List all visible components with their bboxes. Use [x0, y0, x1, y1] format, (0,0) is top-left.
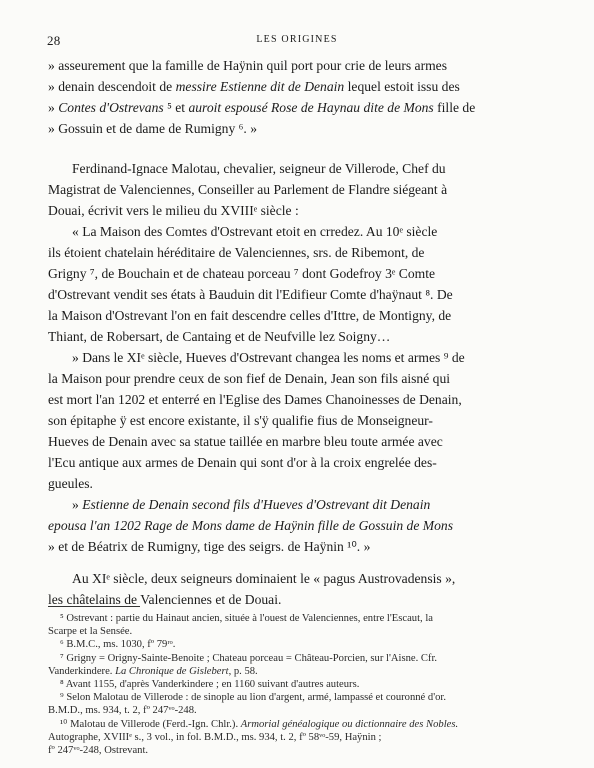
text-line: » Estienne de Denain second fils d'Hueves d'Ostrevant dit Denain — [72, 497, 431, 512]
text-line: Thiant, de Robersart, de Cantaing et de Neufville lez Soigny… — [48, 329, 391, 344]
text-line: gueules. — [48, 476, 93, 491]
quote-paragraph-1 — [48, 55, 550, 139]
text-line: » Contes d'Ostrevans ⁵ et auroit espousé Rose de Haynau dite de Mons fille de — [48, 100, 476, 115]
text-line: Hueves de Denain avec sa statue taillée en marbre bleu toute armée avec — [48, 434, 443, 449]
text-line: est mort l'an 1202 et enterré en l'Eglise des Dames Chanoinesses de Denain, — [48, 392, 462, 407]
text-line: » et de Béatrix de Rumigny, tige des seigrs. de Haÿnin ¹⁰. » — [48, 539, 371, 554]
text-line: la Maison d'Ostrevant l'on en fait descendre celles d'Ittre, de Montigny, de — [48, 308, 452, 323]
footnote-6: ⁶ B.M.C., ms. 1030, fº 79ʳᵒ. — [60, 639, 176, 651]
text-line: son épitaphe ÿ est encore existante, il s'ÿ qualifie fius de Monseigneur- — [48, 413, 433, 428]
text-line: d'Ostrevant vendit ses états à Bauduin dit l'Edifieur Comte d'haÿnaut ⁸. De — [48, 287, 453, 302]
text-line: ils étoient chatelain héréditaire de Valenciennes, srs. de Ribemont, de — [48, 245, 425, 260]
text-line: Grigny ⁷, de Bouchain et de chateau porceau ⁷ dont Godefroy 3ᵉ Comte — [48, 266, 436, 281]
text-line: Ferdinand-Ignace Malotau, chevalier, seigneur de Villerode, Chef du — [72, 161, 446, 176]
text-line: Douai, écrivit vers le milieu du XVIIIᵉ siècle : — [48, 203, 299, 218]
quote-paragraph-3 — [48, 347, 550, 494]
footnote-rule — [48, 606, 140, 607]
footnote-8: ⁸ Avant 1155, d'après Vanderkindere ; en 1160 suivant d'autres auteurs. — [60, 679, 360, 691]
text-line: » Dans le XIᵉ siècle, Hueves d'Ostrevant changea les noms et armes ⁹ de — [72, 350, 465, 365]
text-line: Magistrat de Valenciennes, Conseiller au Parlement de Flandre siégeant à — [48, 182, 448, 197]
footnote-10: ¹⁰ Malotau de Villerode (Ferd.-Ign. Chlr.). Armorial généalogique ou dictionnaire des Nobles. Autographe, XVIIIᵉ s., 3 vol., in fol. B.M.D., ms. 934, t. 2, fº 58ᵛᵒ-59, Haÿnin ; fº 247ᵛᵒ-248, Ostrevant. — [48, 718, 459, 757]
paragraph-malotau — [48, 158, 550, 221]
quote-paragraph-4 — [48, 494, 550, 557]
body-text — [48, 55, 550, 610]
text-line: » asseurement que la famille de Haÿnin quil port pour crie de leurs armes — [48, 58, 447, 73]
footnote-7: ⁷ Grigny = Origny-Sainte-Benoite ; Chateau porceau = Château-Porcien, sur l'Aisne. Cfr. Vanderkindere. La Chronique de Gislebert, p. 58. — [48, 652, 438, 677]
footnote-5: ⁵ Ostrevant : partie du Hainaut ancien, située à l'ouest de Valenciennes, entre l'Escaut, la Scarpe et la Sensée. — [48, 613, 433, 638]
text-line: Au XIᵉ siècle, deux seigneurs dominaient le « pagus Austrovadensis », — [72, 571, 456, 586]
text-line: » Gossuin et de dame de Rumigny ⁶. » — [48, 121, 257, 136]
text-line: » denain descendoit de messire Estienne dit de Denain lequel estoit issu des — [48, 79, 460, 94]
quote-paragraph-2 — [48, 221, 550, 347]
footnote-9: ⁹ Selon Malotau de Villerode : de sinople au lion d'argent, armé, lampassé et couronné d'or. B.M.D., ms. 934, t. 2, fº 247ᵛᵒ-248. — [48, 692, 446, 717]
page-number: 28 — [47, 33, 61, 48]
text-line: l'Ecu antique aux armes de Denain qui sont d'or à la croix engrelée des- — [48, 455, 437, 470]
running-head: LES ORIGINES — [256, 34, 338, 45]
paragraph-pagus — [48, 568, 550, 610]
text-line: les châtelains de Valenciennes et de Douai. — [48, 592, 282, 607]
text-line: « La Maison des Comtes d'Ostrevant etoit en crredez. Au 10ᵉ siècle — [72, 224, 438, 239]
text-line: epousa l'an 1202 Rage de Mons dame de Haÿnin fille de Gossuin de Mons — [48, 518, 453, 533]
page-header — [0, 33, 594, 47]
text-line: la Maison pour prendre ceux de son fief de Denain, Jean son fils aisné qui — [48, 371, 451, 386]
footnotes — [48, 612, 550, 757]
